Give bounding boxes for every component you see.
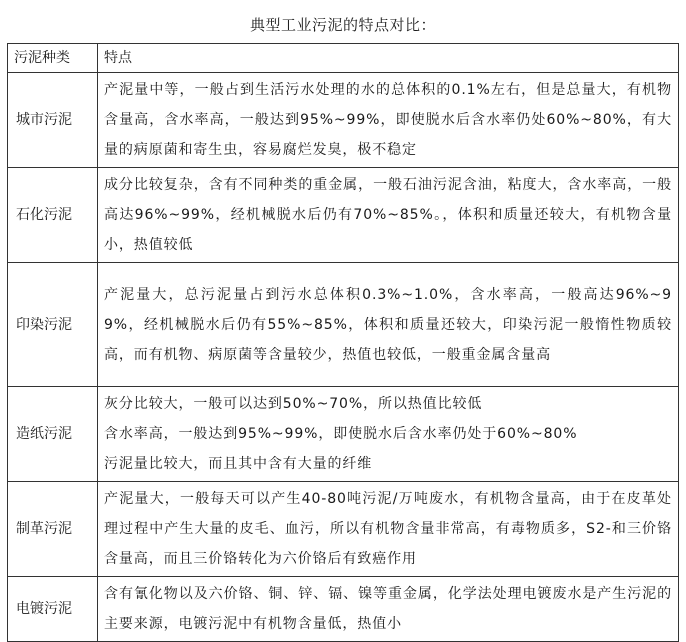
characteristics-cell	[98, 168, 679, 263]
characteristics-text: 产泥量中等，一般占到生活污水处理的水的总体积的0.1%左右，但是总量大，有机物含量高，含水率高，一般达到95%~99%，即使脱水后含水率仍处60%~80%，有大量的病原菌和寄生虫，容易腐烂发臭，极不稳定	[104, 82, 672, 158]
table-caption: 典型工业污泥的特点对比：	[249, 16, 436, 34]
table-row	[8, 263, 679, 387]
table-row	[8, 482, 679, 577]
characteristics-text: 含水率高，一般达到95%~99%，即使脱水后含水率仍处于60%~80%	[104, 426, 578, 442]
sludge-comparison-table	[7, 43, 679, 642]
characteristics-cell	[98, 73, 679, 168]
table-row	[8, 387, 679, 482]
header-characteristics: 特点	[98, 44, 679, 73]
characteristics-cell	[98, 482, 679, 577]
sludge-type-cell: 造纸污泥	[8, 387, 98, 482]
sludge-type-cell: 石化污泥	[8, 168, 98, 263]
characteristics-cell	[98, 387, 679, 482]
characteristics-cell	[98, 263, 679, 387]
sludge-type-cell: 印染污泥	[8, 263, 98, 387]
characteristics-text: 产泥量大，一般每天可以产生40-80吨污泥/万吨废水，有机物含量高，由于在皮革处理过程中产生大量的皮毛、血污，所以有机物含量非常高，有毒物质多，S2-和三价铬含量高，而且三价铬转化为六价铬后有致癌作用	[104, 491, 672, 567]
characteristics-text: 污泥量比较大，而且其中含有大量的纤维	[104, 456, 373, 472]
sludge-type-cell: 电镀污泥	[8, 577, 98, 642]
table-row	[8, 168, 679, 263]
header-sludge-type: 污泥种类	[8, 44, 98, 73]
table-row	[8, 73, 679, 168]
sludge-type-cell: 城市污泥	[8, 73, 98, 168]
table-header-row	[8, 44, 679, 73]
table-row	[8, 577, 679, 642]
sludge-type-cell: 制革污泥	[8, 482, 98, 577]
characteristics-cell	[98, 577, 679, 642]
characteristics-text: 成分比较复杂，含有不同种类的重金属，一般石油污泥含油，粘度大，含水率高，一般高达96%~99%，经机械脱水后仍有70%~85%。，体积和质量还较大，有机物含量小，热值较低	[104, 177, 672, 253]
characteristics-text: 灰分比较大，一般可以达到50%~70%，所以热值比较低	[104, 396, 483, 412]
characteristics-text: 含有氰化物以及六价铬、铜、锌、镉、镍等重金属，化学法处理电镀废水是产生污泥的主要来源，电镀污泥中有机物含量低，热值小	[104, 586, 672, 632]
characteristics-text: 产泥量大，总污泥量占到污水总体积0.3%~1.0%，含水率高，一般高达96%~99%，经机械脱水后仍有55%~85%，体积和质量还较大，印染污泥一般惰性物质较高，而有机物、病原菌等含量较少，热值也较低，一般重金属含量高	[104, 286, 672, 363]
